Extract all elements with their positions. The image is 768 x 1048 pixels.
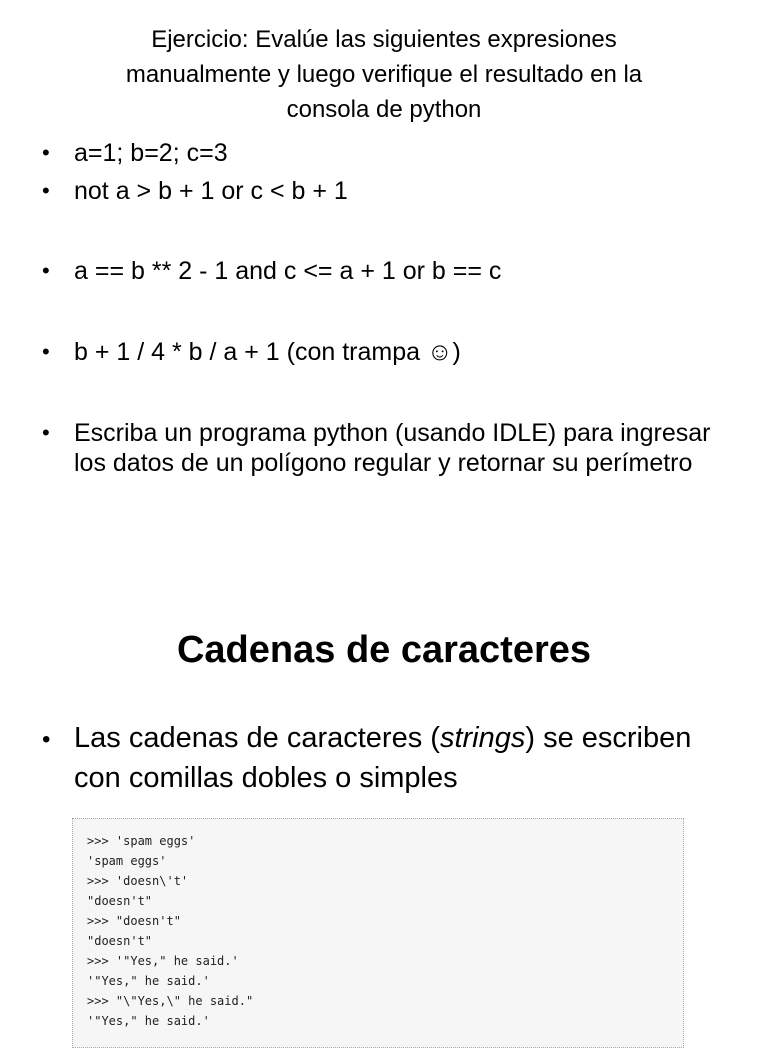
- strings-bullet-text-before: Las cadenas de caracteres (: [74, 722, 440, 754]
- code-line: 'spam eggs': [87, 854, 167, 868]
- bullet-dot-icon: •: [42, 258, 50, 283]
- bullet-text: a=1; b=2; c=3: [74, 139, 228, 167]
- exercise-title-line: consola de python: [286, 96, 482, 123]
- bullet-dot-icon: •: [42, 339, 50, 364]
- code-line: >>> "doesn't": [87, 914, 181, 928]
- code-line: >>> '"Yes," he said.': [87, 954, 239, 968]
- bullet-text: Escriba un programa python (usando IDLE) para ingresar los datos de un polígono regular y retornar su perímetro: [74, 419, 711, 477]
- bullet-item: [42, 337, 732, 367]
- code-line: "doesn't": [87, 894, 153, 908]
- bullet-text: a == b ** 2 - 1 and c <= a + 1 or b == c: [74, 257, 502, 285]
- exercise-title-line: Ejercicio: Evalúe las siguientes expresiones: [151, 26, 617, 53]
- strings-title: Cadenas de caracteres: [176, 629, 592, 671]
- bullet-item: [42, 418, 732, 478]
- strings-bullet-italic: strings: [439, 722, 526, 754]
- exercise-title-line: manualmente y luego verifique el resultado en la: [125, 61, 643, 88]
- bullet-dot-icon: •: [42, 420, 50, 445]
- bullet-item: [42, 176, 732, 206]
- code-line: >>> "\"Yes,\" he said.": [87, 994, 254, 1008]
- bullet-item: [42, 138, 732, 168]
- bullet-text: not a > b + 1 or c < b + 1: [74, 177, 348, 205]
- code-line: '"Yes," he said.': [87, 974, 210, 988]
- code-line: >>> 'doesn\'t': [87, 874, 189, 888]
- bullet-dot-icon: •: [42, 140, 50, 165]
- python-console-example: [72, 818, 684, 1048]
- bullet-item: [42, 256, 732, 286]
- strings-bullet-text-after: ) se escriben con comillas dobles o simples: [74, 722, 692, 794]
- code-line: >>> 'spam eggs': [87, 834, 196, 848]
- strings-bullet: [42, 718, 742, 798]
- strings-bullet-text: [74, 718, 742, 798]
- slide-strings: [0, 600, 768, 1028]
- code-line: '"Yes," he said.': [87, 1014, 210, 1028]
- bullet-text: b + 1 / 4 * b / a + 1 (con trampa ☺): [74, 338, 461, 366]
- code-line: "doesn't": [87, 934, 153, 948]
- bullet-dot-icon: •: [42, 726, 51, 753]
- exercise-title: [40, 22, 728, 127]
- bullet-dot-icon: •: [42, 178, 50, 203]
